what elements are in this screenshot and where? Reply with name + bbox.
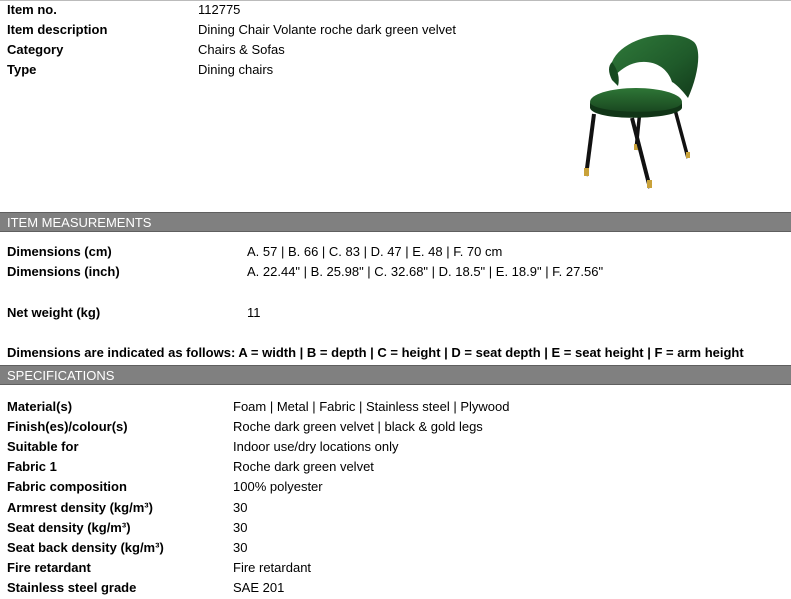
spec-label-finish: Finish(es)/colour(s) <box>7 419 128 434</box>
chair-leg-cap <box>647 180 652 188</box>
dimensions-inch-value: A. 22.44" | B. 25.98" | C. 32.68" | D. 18.5" | E. 18.9" | F. 27.56" <box>247 264 604 279</box>
item-description-label: Item description <box>7 22 108 37</box>
dimensions-inch-label: Dimensions (inch) <box>7 264 120 279</box>
type-value: Dining chairs <box>198 62 274 77</box>
chair-front-leg-right <box>632 118 650 188</box>
spec-value-fabric-composition: 100% polyester <box>233 479 323 494</box>
top-border <box>0 0 791 1</box>
spec-value-fire-retardant: Fire retardant <box>233 560 312 575</box>
spec-label-seat-back-density: Seat back density (kg/m³) <box>7 540 164 555</box>
category-label: Category <box>7 42 64 57</box>
chair-leg-cap <box>686 152 690 158</box>
category-value: Chairs & Sofas <box>198 42 285 57</box>
item-no-value: 112775 <box>198 2 241 17</box>
spec-value-fabric-1: Roche dark green velvet <box>233 459 374 474</box>
dimensions-legend-note: Dimensions are indicated as follows: A = width | B = depth | C = height | D = seat depth | E = seat height | F = arm height <box>7 345 744 360</box>
dimensions-cm-label: Dimensions (cm) <box>7 244 112 259</box>
spec-label-fabric-1: Fabric 1 <box>7 459 57 474</box>
net-weight-value: 11 <box>247 305 261 320</box>
net-weight-label: Net weight (kg) <box>7 305 101 320</box>
spec-value-stainless-steel-grade: SAE 201 <box>233 580 285 595</box>
item-description-value: Dining Chair Volante roche dark green velvet <box>198 22 456 37</box>
spec-label-materials: Material(s) <box>7 399 73 414</box>
spec-label-suitable-for: Suitable for <box>7 439 79 454</box>
spec-label-armrest-density: Armrest density (kg/m³) <box>7 500 153 515</box>
specifications-header: SPECIFICATIONS <box>0 365 791 385</box>
type-label: Type <box>7 62 37 77</box>
chair-front-leg-left <box>586 114 594 176</box>
spec-label-stainless-steel-grade: Stainless steel grade <box>7 580 137 595</box>
item-measurements-header: ITEM MEASUREMENTS <box>0 212 791 232</box>
spec-value-finish: Roche dark green velvet | black & gold legs <box>233 419 483 434</box>
spec-value-armrest-density: 30 <box>233 500 248 515</box>
spec-value-suitable-for: Indoor use/dry locations only <box>233 439 399 454</box>
spec-value-seat-back-density: 30 <box>233 540 248 555</box>
spec-label-fire-retardant: Fire retardant <box>7 560 91 575</box>
spec-value-seat-density: 30 <box>233 520 248 535</box>
chair-product-image <box>572 28 706 194</box>
spec-value-materials: Foam | Metal | Fabric | Stainless steel | Plywood <box>233 399 510 414</box>
spec-label-seat-density: Seat density (kg/m³) <box>7 520 131 535</box>
chair-leg-cap <box>584 168 589 176</box>
spec-label-fabric-composition: Fabric composition <box>7 479 127 494</box>
item-no-label: Item no. <box>7 2 57 17</box>
dimensions-cm-value: A. 57 | B. 66 | C. 83 | D. 47 | E. 48 | F. 70 cm <box>247 244 503 259</box>
chair-back-leg-right <box>674 106 688 158</box>
